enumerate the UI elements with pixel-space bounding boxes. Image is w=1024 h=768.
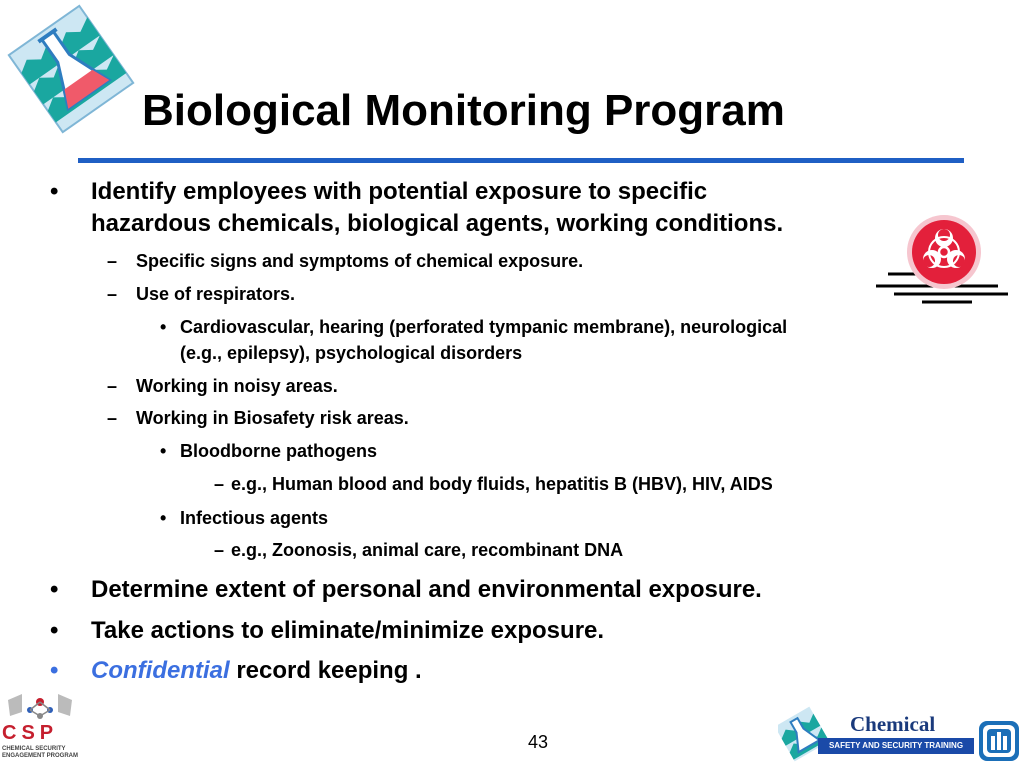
bullet-marker: • <box>160 441 167 461</box>
dash-marker: – <box>214 540 225 560</box>
bullet-marker: • <box>160 508 167 528</box>
dash-marker: – <box>107 408 118 428</box>
sub-item-1: Specific signs and symptoms of chemical exposure. <box>136 251 584 271</box>
page-number: 43 <box>527 732 549 752</box>
bullet-1-line-1: Identify employees with potential exposure to specific <box>91 178 708 205</box>
bullet-marker: • <box>50 576 59 603</box>
csp-logo-subtitle: CHEMICAL SECURITY ENGAGEMENT PROGRAM <box>2 746 79 759</box>
dash-marker: – <box>214 474 225 494</box>
sub-item-4b-detail: e.g., Zoonosis, animal care, recombinant DNA <box>231 540 624 560</box>
sub-item-4a-detail: e.g., Human blood and body fluids, hepatitis B (HBV), HIV, AIDS <box>231 474 773 494</box>
chemical-logo-title: Chemical <box>850 712 936 736</box>
bullet-marker: • <box>50 657 59 684</box>
csp-logo-text: CSP <box>2 722 59 744</box>
sub-item-2-detail-line-1: Cardiovascular, hearing (perforated tympanic membrane), neurological <box>180 317 788 337</box>
sub-item-2: Use of respirators. <box>136 284 296 304</box>
flask-logo-icon <box>4 4 138 134</box>
bullet-3: Take actions to eliminate/minimize exposure. <box>91 617 605 644</box>
title-divider <box>78 158 964 163</box>
dash-marker: – <box>107 284 118 304</box>
sub-item-2-detail-line-2: (e.g., epilepsy), psychological disorders <box>180 343 523 363</box>
bullet-4-rest: record keeping . <box>229 657 422 684</box>
dash-marker: – <box>107 376 118 396</box>
chemical-logo-banner: SAFETY AND SECURITY TRAINING <box>818 738 974 754</box>
bullet-marker: • <box>50 617 59 644</box>
bullet-1-line-2: hazardous chemicals, biological agents, working conditions. <box>91 210 784 237</box>
biohazard-icon <box>872 214 1012 306</box>
sub-item-3: Working in noisy areas. <box>136 376 338 396</box>
confidential-emphasis: Confidential <box>91 657 230 684</box>
bullet-marker: • <box>160 317 167 337</box>
slide-title: Biological Monitoring Program <box>142 86 785 135</box>
sub-item-4a: Bloodborne pathogens <box>180 441 377 461</box>
snl-logo-icon <box>978 720 1020 762</box>
sub-item-4: Working in Biosafety risk areas. <box>136 408 409 428</box>
bullet-4 <box>91 657 422 685</box>
bullet-2: Determine extent of personal and environmental exposure. <box>91 576 762 603</box>
dash-marker: – <box>107 251 118 271</box>
sub-item-4b: Infectious agents <box>180 508 329 528</box>
bullet-marker: • <box>50 178 59 205</box>
